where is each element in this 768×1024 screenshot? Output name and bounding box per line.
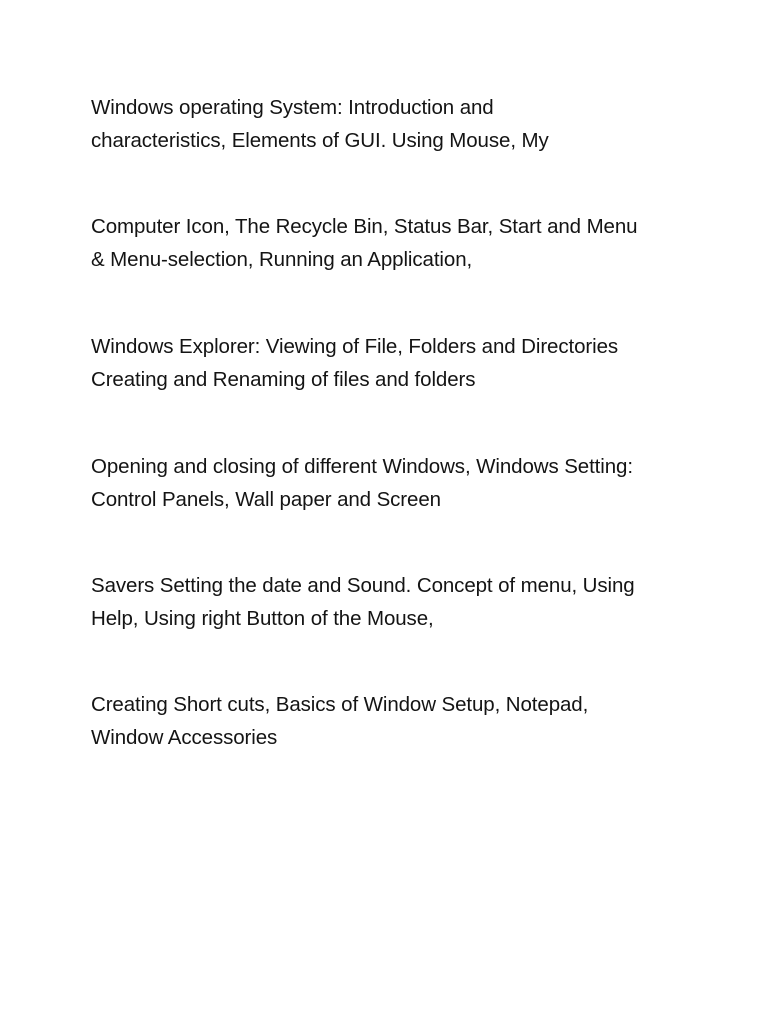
paragraph-line: & Menu-selection, Running an Application, — [91, 248, 473, 271]
paragraph-windows-explorer — [91, 330, 711, 396]
paragraph-line: Savers Setting the date and Sound. Concept of menu, Using — [91, 574, 635, 597]
paragraph-short-cuts — [91, 688, 711, 754]
paragraph-line: Creating and Renaming of files and folders — [91, 368, 476, 391]
paragraph-line: Windows Explorer: Viewing of File, Folders and Directories — [91, 335, 619, 358]
paragraph-windows-os-intro — [91, 91, 711, 157]
paragraph-computer-icon — [91, 210, 711, 276]
paragraph-line: Windows operating System: Introduction and — [91, 96, 494, 119]
paragraph-line: Window Accessories — [91, 726, 278, 749]
paragraph-opening-closing-windows — [91, 450, 711, 516]
paragraph-line: characteristics, Elements of GUI. Using Mouse, My — [91, 129, 549, 152]
paragraph-line: Control Panels, Wall paper and Screen — [91, 488, 441, 511]
paragraph-screen-savers — [91, 569, 711, 635]
paragraph-line: Creating Short cuts, Basics of Window Setup, Notepad, — [91, 693, 589, 716]
paragraph-line: Opening and closing of different Windows, Windows Setting: — [91, 455, 633, 478]
paragraph-line: Computer Icon, The Recycle Bin, Status Bar, Start and Menu — [91, 215, 638, 238]
paragraph-line: Help, Using right Button of the Mouse, — [91, 607, 434, 630]
